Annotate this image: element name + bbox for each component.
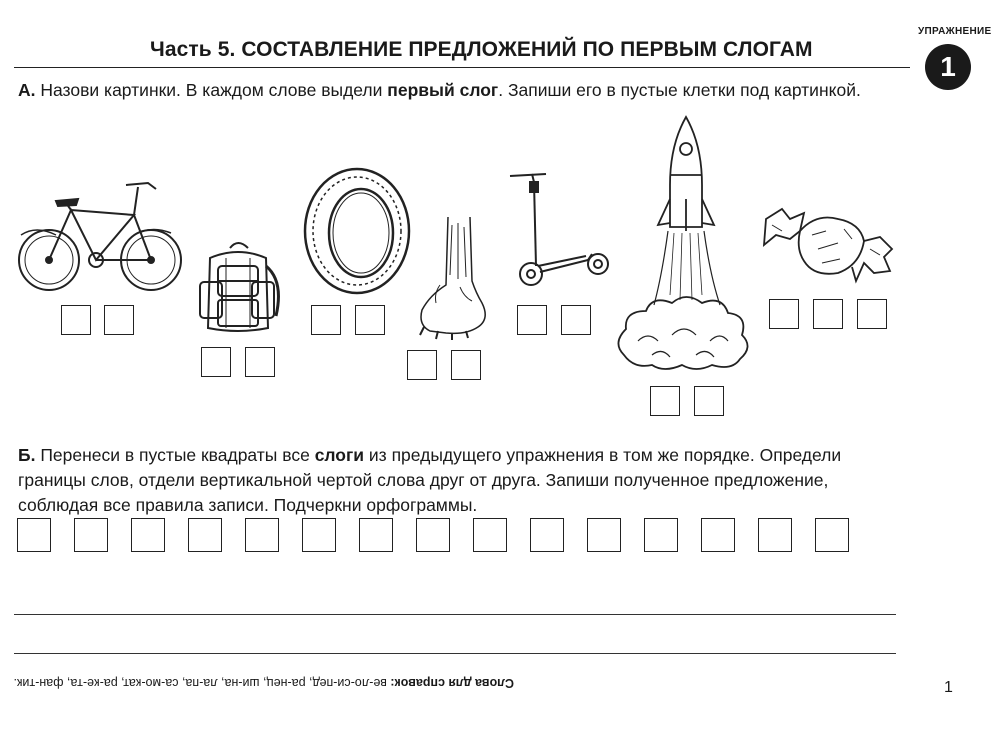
task-a-letter: А. [18, 80, 36, 100]
syllable-box-tire-2[interactable] [355, 305, 385, 335]
task-a-text-1: Назови картинки. В каждом слове выдели [35, 80, 388, 100]
syllable-box-paw-1[interactable] [407, 350, 437, 380]
task-b-instruction [18, 443, 908, 518]
reference-label: Слова для справок: [390, 676, 514, 690]
sentence-box-15[interactable] [815, 518, 849, 552]
paw-icon [410, 215, 494, 340]
syllable-box-bicycle-1[interactable] [61, 305, 91, 335]
syllable-box-scooter-2[interactable] [561, 305, 591, 335]
writing-line-2[interactable] [14, 653, 896, 654]
bicycle-icon [16, 175, 184, 293]
candy-icon [760, 205, 896, 285]
reference-words-list: ве-ло-си-пед, ра-нец, ши-на, ла-па, са-мо-кат, ра-ке-та, фан-тик. [13, 676, 391, 690]
sentence-box-12[interactable] [644, 518, 678, 552]
sentence-box-14[interactable] [758, 518, 792, 552]
reference-words [13, 676, 514, 690]
sentence-box-2[interactable] [74, 518, 108, 552]
page-title: Часть 5. СОСТАВЛЕНИЕ ПРЕДЛОЖЕНИЙ ПО ПЕРВЫМ СЛОГАМ [150, 38, 813, 61]
syllable-box-candy-2[interactable] [813, 299, 843, 329]
backpack-icon [192, 236, 284, 336]
syllable-box-backpack-1[interactable] [201, 347, 231, 377]
sentence-box-3[interactable] [131, 518, 165, 552]
task-b-bold: слоги [314, 445, 365, 465]
sentence-box-6[interactable] [302, 518, 336, 552]
task-b-text-1: Перенеси в пустые квадраты все [35, 445, 315, 465]
title-divider [14, 67, 910, 68]
exercise-label: УПРАЖНЕНИЕ [918, 26, 992, 37]
sentence-box-13[interactable] [701, 518, 735, 552]
tire-icon [298, 165, 416, 297]
syllable-box-tire-1[interactable] [311, 305, 341, 335]
syllable-box-bicycle-2[interactable] [104, 305, 134, 335]
writing-line-1[interactable] [14, 614, 896, 615]
syllable-box-rocket-1[interactable] [650, 386, 680, 416]
task-a-text-2: . Запиши его в пустые клетки под картинкой. [498, 80, 861, 100]
sentence-box-5[interactable] [245, 518, 279, 552]
task-b-text-2: из предыдущего упражнения в том же порядке. Определи границы слов, отдели вертикальной чертой слова друг от друга. Запиши полученное предложение, соблюдая все правила записи. Подчеркни орфограммы. [18, 445, 842, 515]
sentence-box-11[interactable] [587, 518, 621, 552]
exercise-number-badge: 1 [925, 44, 971, 90]
syllable-box-scooter-1[interactable] [517, 305, 547, 335]
task-a-instruction [18, 78, 918, 103]
page-number: 1 [944, 679, 953, 696]
task-a-bold: первый слог [387, 80, 499, 100]
syllable-box-rocket-2[interactable] [694, 386, 724, 416]
syllable-box-candy-3[interactable] [857, 299, 887, 329]
syllable-box-backpack-2[interactable] [245, 347, 275, 377]
sentence-box-4[interactable] [188, 518, 222, 552]
sentence-box-9[interactable] [473, 518, 507, 552]
sentence-box-8[interactable] [416, 518, 450, 552]
rocket-icon [612, 115, 754, 373]
scooter-icon [506, 168, 612, 292]
syllable-box-paw-2[interactable] [451, 350, 481, 380]
sentence-box-1[interactable] [17, 518, 51, 552]
sentence-box-10[interactable] [530, 518, 564, 552]
syllable-box-candy-1[interactable] [769, 299, 799, 329]
sentence-box-7[interactable] [359, 518, 393, 552]
task-b-letter: Б. [18, 445, 36, 465]
